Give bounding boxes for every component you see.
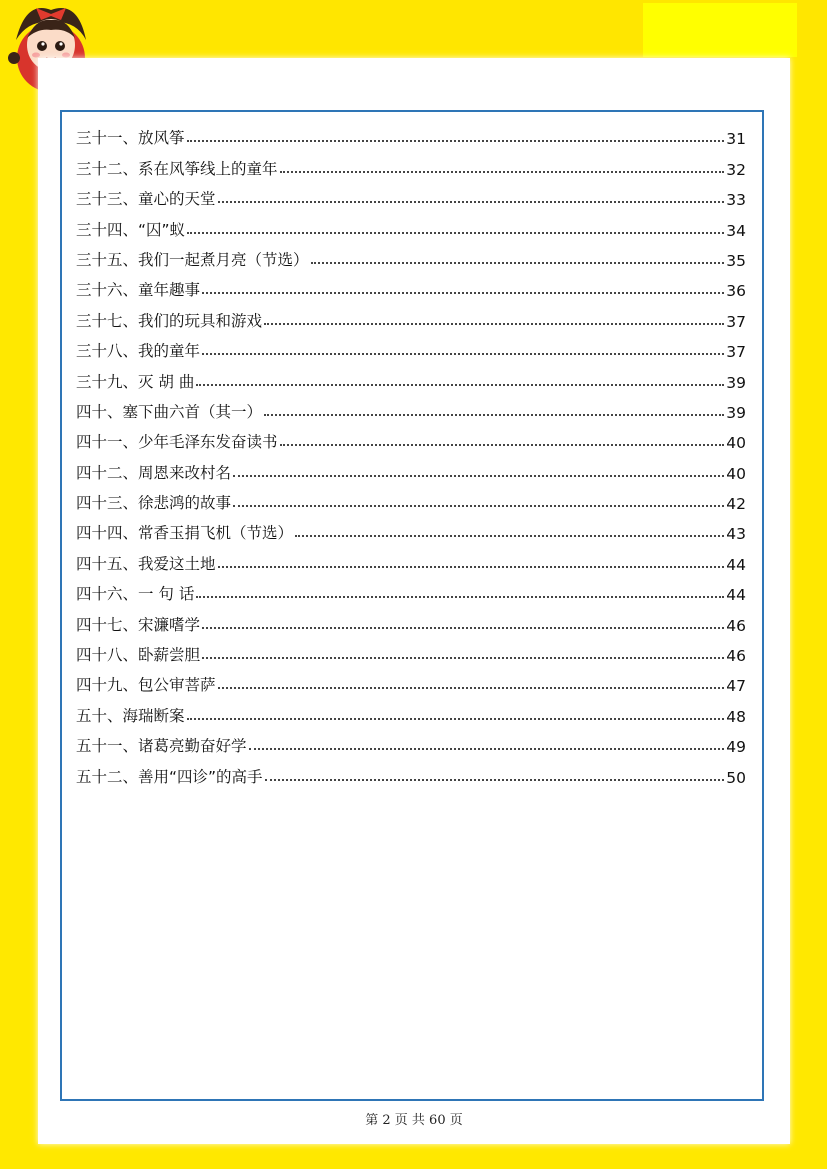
- toc-dot-leader: [218, 566, 725, 568]
- toc-entry-page-number: 48: [726, 707, 746, 726]
- toc-entry[interactable]: [76, 179, 746, 209]
- toc-entry-title: 四十三、徐悲鸿的故事: [76, 494, 232, 513]
- toc-dot-leader: [265, 779, 725, 781]
- toc-entry-page-number: 43: [726, 525, 746, 544]
- toc-entry-page-number: 40: [726, 464, 746, 483]
- toc-entry-title: 四十六、一 句 话: [76, 585, 195, 604]
- toc-entry-title: 四十九、包公审菩萨: [76, 676, 216, 695]
- toc-frame: [60, 110, 764, 1101]
- toc-entry-page-number: 37: [726, 312, 746, 331]
- toc-entry-title: 三十九、灭 胡 曲: [76, 372, 195, 391]
- toc-entry-title: 三十六、童年趣事: [76, 281, 201, 300]
- toc-entry-page-number: 50: [726, 768, 746, 787]
- toc-entry-page-number: 46: [726, 616, 746, 635]
- toc-entry[interactable]: [76, 635, 746, 665]
- toc-entry-page-number: 42: [726, 495, 746, 514]
- toc-dot-leader: [202, 353, 724, 355]
- toc-entry-title: 四十、塞下曲六首（其一）: [76, 402, 263, 421]
- toc-entry-title: 三十二、系在风筝线上的童年: [76, 159, 278, 178]
- toc-entry-title: 五十、海瑞断案: [76, 706, 185, 725]
- toc-dot-leader: [196, 384, 724, 386]
- toc-dot-leader: [202, 292, 724, 294]
- toc-dot-leader: [202, 627, 724, 629]
- toc-entry-page-number: 44: [726, 555, 746, 574]
- toc-entry-title: 四十一、少年毛泽东发奋读书: [76, 433, 278, 452]
- table-of-contents: [76, 118, 746, 787]
- toc-entry[interactable]: [76, 726, 746, 756]
- toc-entry[interactable]: [76, 452, 746, 482]
- toc-entry[interactable]: [76, 118, 746, 148]
- toc-dot-leader: [218, 687, 725, 689]
- toc-entry[interactable]: [76, 240, 746, 270]
- toc-entry-title: 三十一、放风筝: [76, 129, 185, 148]
- toc-entry-title: 四十五、我爱这土地: [76, 554, 216, 573]
- toc-entry[interactable]: [76, 695, 746, 725]
- toc-entry[interactable]: [76, 483, 746, 513]
- toc-dot-leader: [280, 444, 725, 446]
- toc-entry-title: 三十四、“囚”蚁: [76, 220, 186, 239]
- toc-entry-title: 五十一、诸葛亮勤奋好学: [76, 737, 247, 756]
- toc-dot-leader: [187, 718, 725, 720]
- toc-entry-title: 四十八、卧薪尝胆: [76, 646, 201, 665]
- toc-entry[interactable]: [76, 422, 746, 452]
- toc-entry-page-number: 32: [726, 160, 746, 179]
- page-footer: 第 2 页 共 60 页: [365, 1113, 463, 1128]
- toc-entry[interactable]: [76, 756, 746, 786]
- toc-dot-leader: [233, 475, 724, 477]
- toc-entry-page-number: 44: [726, 586, 746, 605]
- toc-entry-title: 三十五、我们一起煮月亮（节选）: [76, 250, 309, 269]
- toc-entry[interactable]: [76, 604, 746, 634]
- toc-entry[interactable]: [76, 574, 746, 604]
- top-right-highlight: [643, 3, 797, 57]
- toc-dot-leader: [196, 596, 724, 598]
- toc-entry-title: 四十四、常香玉捐飞机（节选）: [76, 524, 294, 543]
- toc-dot-leader: [187, 140, 725, 142]
- toc-entry-page-number: 47: [726, 677, 746, 696]
- document-page: [38, 58, 790, 1144]
- toc-entry[interactable]: [76, 331, 746, 361]
- toc-entry-page-number: 39: [726, 373, 746, 392]
- toc-entry-page-number: 46: [726, 647, 746, 666]
- toc-dot-leader: [202, 657, 724, 659]
- toc-entry-title: 三十三、童心的天堂: [76, 190, 216, 209]
- toc-entry-page-number: 34: [726, 221, 746, 240]
- toc-entry-title: 五十二、善用“四诊”的高手: [76, 767, 263, 786]
- toc-entry[interactable]: [76, 300, 746, 330]
- toc-entry-title: 四十七、宋濂嗜学: [76, 615, 201, 634]
- toc-dot-leader: [311, 262, 725, 264]
- toc-entry[interactable]: [76, 543, 746, 573]
- toc-dot-leader: [280, 171, 725, 173]
- toc-entry[interactable]: [76, 361, 746, 391]
- toc-entry-page-number: 33: [726, 191, 746, 210]
- toc-entry-title: 三十八、我的童年: [76, 342, 201, 361]
- toc-entry[interactable]: [76, 209, 746, 239]
- toc-dot-leader: [233, 505, 724, 507]
- toc-entry-page-number: 37: [726, 343, 746, 362]
- toc-dot-leader: [218, 201, 725, 203]
- toc-entry[interactable]: [76, 392, 746, 422]
- toc-entry-page-number: 49: [726, 738, 746, 757]
- toc-entry-page-number: 35: [726, 251, 746, 270]
- toc-dot-leader: [264, 323, 724, 325]
- toc-entry[interactable]: [76, 148, 746, 178]
- toc-entry-title: 四十二、周恩来改村名: [76, 463, 232, 482]
- toc-dot-leader: [264, 414, 724, 416]
- toc-entry-page-number: 31: [726, 130, 746, 149]
- toc-entry-page-number: 36: [726, 282, 746, 301]
- toc-entry[interactable]: [76, 270, 746, 300]
- toc-dot-leader: [295, 535, 724, 537]
- toc-entry-page-number: 40: [726, 434, 746, 453]
- toc-dot-leader: [249, 748, 725, 750]
- toc-entry[interactable]: [76, 665, 746, 695]
- toc-dot-leader: [187, 232, 724, 234]
- toc-entry-page-number: 39: [726, 403, 746, 422]
- toc-entry-title: 三十七、我们的玩具和游戏: [76, 311, 263, 330]
- toc-entry[interactable]: [76, 513, 746, 543]
